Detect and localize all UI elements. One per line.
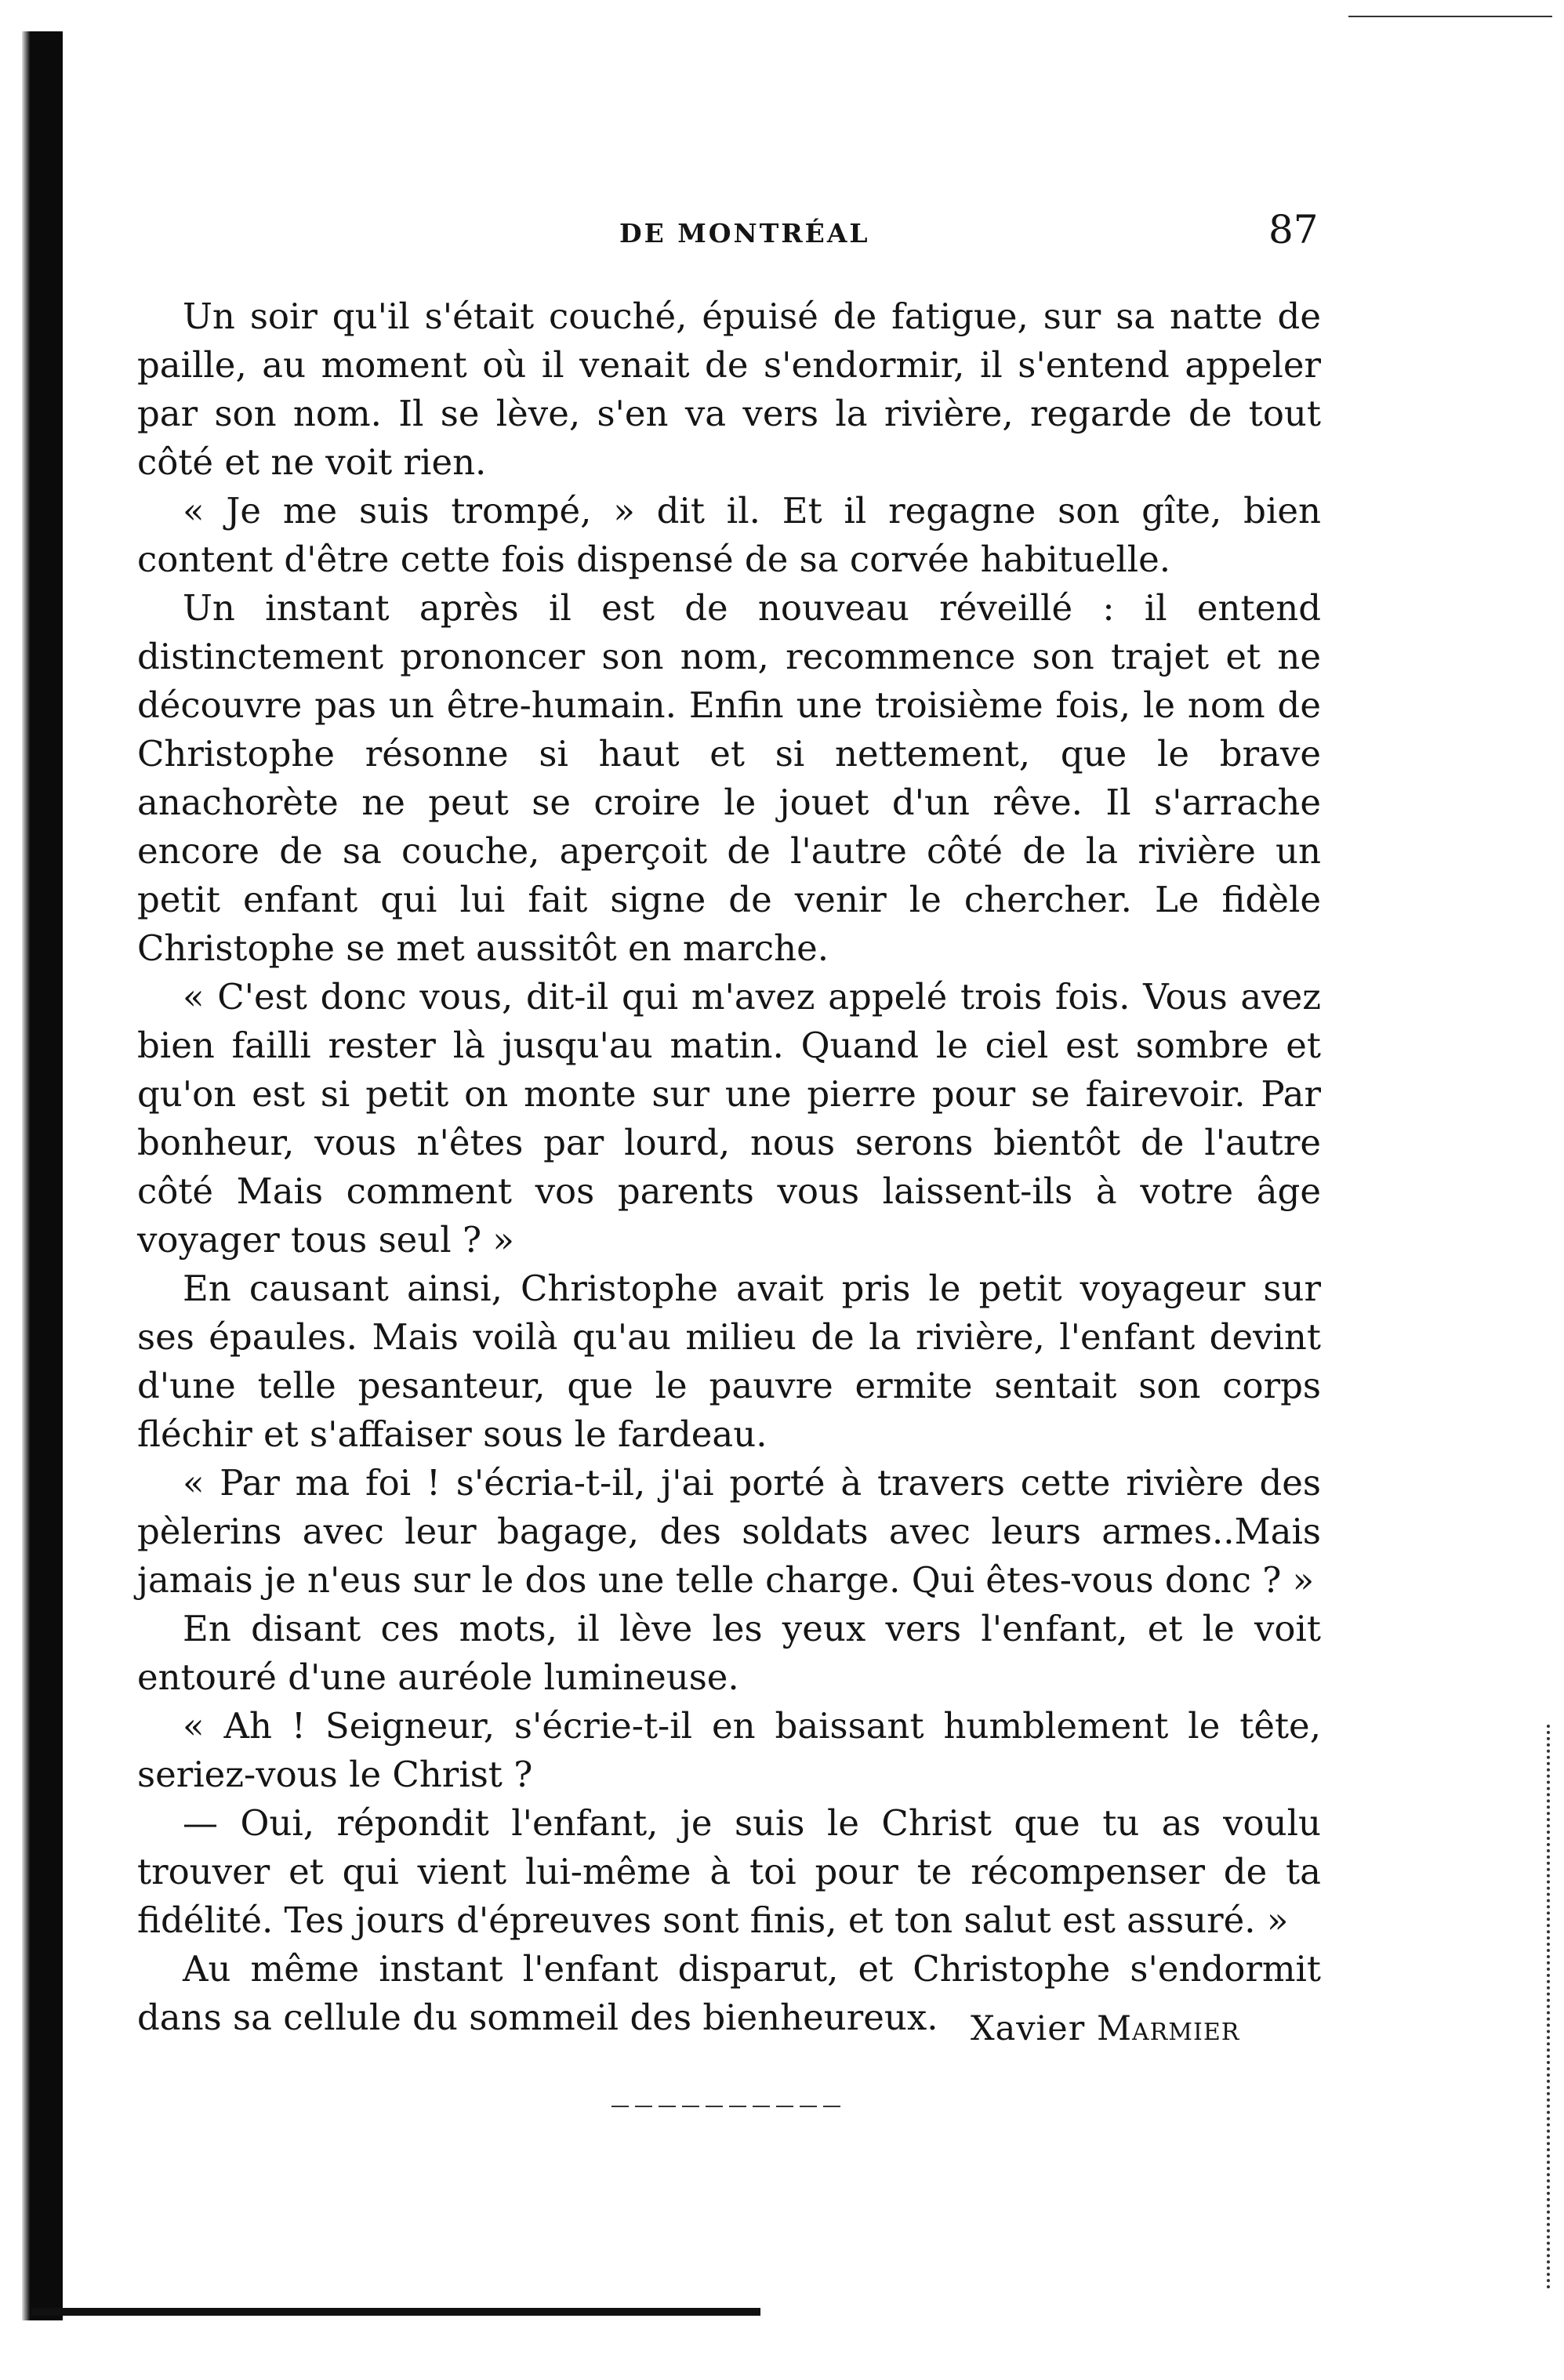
page-bottom-edge (31, 2308, 760, 2316)
paragraph: En disant ces mots, il lève les yeux vers l'enfant, et le voit entouré d'une auréole lumineuse. (137, 1608, 1321, 1698)
page-binding-edge (22, 31, 63, 2320)
page-number: 87 (1268, 207, 1319, 252)
page-top-edge-mark (1348, 16, 1552, 17)
paragraph: En causant ainsi, Christophe avait pris le petit voyageur sur ses épaules. Mais voilà qu'au milieu de la rivière, l'enfant devint d'une telle pesanteur, que le pauvre ermite sentait son corps fléchir et s'affaiser sous le fardeau. (137, 1268, 1321, 1455)
paragraph: Un instant après il est de nouveau réveillé : il entend distinctement prononcer son nom, recommence son trajet et ne découvre pas un être-humain. Enfin une troisième fois, le nom de Christophe résonne si haut et si nettement, que le brave anachorète ne peut se croire le jouet d'un rêve. Il s'arrache encore de sa couche, aperçoit de l'autre côté de la rivière un petit enfant qui lui fait signe de venir le chercher. Le fidèle Christophe se met aussitôt en marche. (137, 587, 1321, 969)
author-signature (971, 2009, 1239, 2048)
paragraph: Au même instant l'enfant disparut, et Christophe s'endormit dans sa cellule du sommeil des bienheureux. (137, 1948, 1321, 2038)
paragraph: « Par ma foi ! s'écria-t-il, j'ai porté à travers cette rivière des pèlerins avec leur bagage, des soldats avec leurs armes..Mais jamais je n'eus sur le dos une telle charge. Qui êtes-vous donc ? » (137, 1462, 1321, 1601)
author-first-name: Xavier (971, 2009, 1086, 2048)
paragraph: « Je me suis trompé, » dit il. Et il regagne son gîte, bien content d'être cette fois dispensé de sa corvée habituelle. (137, 490, 1321, 580)
paragraph: — Oui, répondit l'enfant, je suis le Christ que tu as voulu trouver et qui vient lui-même à toi pour te récompenser de ta fidélité. Tes jours d'épreuves sont finis, et ton salut est assuré. » (137, 1802, 1321, 1941)
running-head: DE MONTRÉAL (619, 218, 870, 249)
paragraph: « C'est donc vous, dit-il qui m'avez appelé trois fois. Vous avez bien failli rester là jusqu'au matin. Quand le ciel est sombre et qu'on est si petit on monte sur une pierre pour se fairevoir. Par bonheur, vous n'êtes par lourd, nous serons bientôt de l'autre côté Mais comment vos parents vous laissent-ils à votre âge voyager tous seul ? » (137, 976, 1321, 1261)
paragraph: Un soir qu'il s'était couché, épuisé de fatigue, sur sa natte de paille, au moment où il venait de s'endormir, il s'entend appeler par son nom. Il se lève, s'en va vers la rivière, regarde de tout côté et ne voit rien. (137, 296, 1321, 483)
page-right-edge-specks (1547, 1725, 1555, 2289)
body-text (137, 292, 1321, 2042)
author-last-name: Marmier (1096, 2009, 1240, 2048)
closing-rule (611, 2106, 840, 2107)
paragraph: « Ah ! Seigneur, s'écrie-t-il en baissant humblement le tête, seriez-vous le Christ ? (137, 1705, 1321, 1795)
